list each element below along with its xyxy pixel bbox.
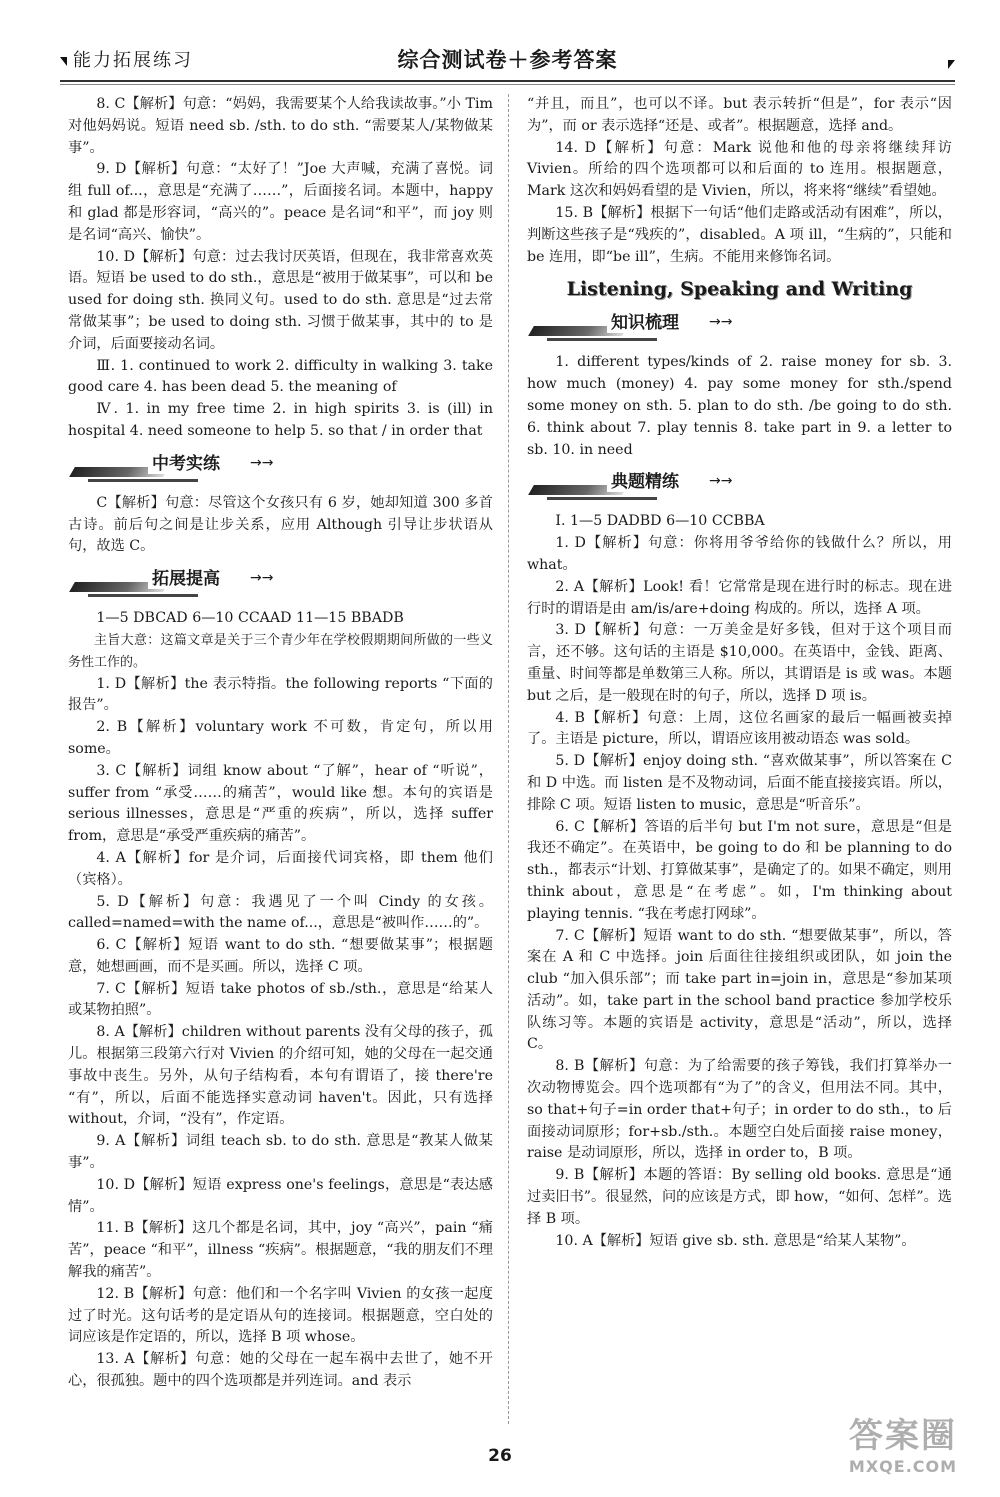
answer-section-3: Ⅲ. 1. continued to work 2. difficulty in walking 3. take good care 4. has been dead 5. the meaning of — [68, 357, 493, 396]
explain-7: 7. C【解析】短语 take photos of sb./sth.，意思是“给某人或某物拍照”。 — [68, 980, 493, 1019]
triangle-icon — [948, 60, 955, 69]
header-rule — [60, 80, 955, 82]
explain-15: 15. B【解析】根据下一句话“他们走路或活动有困难”，所以，判断这些孩子是“残疾的”，disabled。A 项 ill，“生病的”，只能和 be 连用，即“be ill”，生病。不能用来修饰名词。 — [527, 204, 952, 265]
knowledge-list: 1. different types/kinds of 2. raise money for sb. 3. how much (money) 4. pay some money for sth./spend some money on sth. 5. plan to do sth. /be going to do sth. 6. think about 7. play tennis 8. take part in 9. a letter to sb. 10. in need — [527, 354, 952, 458]
section-title: 典题精练 — [607, 467, 683, 492]
section-banner-tuozhan — [68, 562, 493, 602]
answer-9: 9. D【解析】句意：“太好了！”Joe 大声喊，充满了喜悦。词组 full of...，意思是“充满了……”，后面接名词。本题中，happy 和 glad 都是形容词，“高兴的”。peace 是名词“和平”，而 joy 则是名词“高兴、愉快”。 — [68, 161, 493, 243]
explain-13: 13. A【解析】句意：她的父母在一起车祸中去世了，她不开心，很孤独。题中的四个选项都是并列连词。and 表示 — [68, 1351, 493, 1390]
answer-8: 8. C【解析】句意：“妈妈，我需要某个人给我读故事。”小 Tim 对他妈妈说。短语 need sb. /sth. to do sth. “需要某人/某物做某事”。 — [68, 96, 493, 156]
main-idea: 主旨大意：这篇文章是关于三个青少年在学校假期期间所做的一些义务性工作的。 — [68, 632, 493, 670]
explain-1: 1. D【解析】the 表示特指。the following reports “下面的报告”。 — [68, 675, 493, 714]
explain-11: 11. B【解析】这几个都是名词，其中，joy “高兴”，pain “痛苦”，peace “和平”，illness “疾病”。根据题意，“我的朋友们不理解我的痛苦”。 — [68, 1220, 493, 1281]
dianti-6: 6. C【解析】答语的后半句 but I'm not sure，意思是“但是我还不确定”。在英语中，be going to do 和 be planning to do sth.，都表示“计划、打算做某事”，是确定了的。如果不确定，则用 think about，意思是“在考虑”。如，I'm thinking about playing tennis. “我在考虑打网球”。 — [527, 818, 952, 922]
arrows-icon: →→ — [250, 570, 274, 587]
banner-line — [88, 594, 198, 597]
answer-key: 1—5 DBCAD 6—10 CCAAD 11—15 BBADB — [96, 610, 404, 627]
explain-6: 6. C【解析】短语 want to do sth. “想要做某事”；根据题意，她想画画，而不是买画。所以，选择 C 项。 — [68, 937, 493, 975]
watermark-url: MXQE.COM — [848, 1457, 958, 1476]
dianti-3: 3. D【解析】句意：一万美金是好多钱，但对于这个项目而言，还不够。这句话的主语是 $10,000。在英语中，金钱、距离、重量、时间等都是单数第三人称。所以，其谓语是 is 或 was。本题 but 之后，是一般现在时的句子，所以，选择 D 项 is。 — [527, 622, 952, 704]
header-rule-thin — [60, 84, 955, 85]
dianti-2: 2. A【解析】Look! 看！它常常是现在进行时的标志。现在进行时的谓语是由 am/is/are+doing 构成的。所以，选择 A 项。 — [527, 578, 952, 617]
section-banner-zhongkao — [68, 447, 493, 487]
right-column — [527, 94, 952, 1252]
explain-9: 9. A【解析】词组 teach sb. to do sth. 意思是“教某人做某事”。 — [68, 1133, 493, 1172]
explain-8: 8. A【解析】children without parents 没有父母的孩子，孤儿。根据第三段第六行对 Vivien 的介绍可知，她的父母在一起交通事故中丧生。另外，从句子结构看，本句有谓语了，接 there're “有”，所以，后面不能选择实意动词 haven't。因此，只有选择 without，介词，“没有”，作定语。 — [68, 1024, 493, 1128]
zhongkao-answer: C【解析】句意：尽管这个女孩只有 6 岁，她却知道 300 多首古诗。前后句之间是让步关系，应用 Although 引导让步状语从句，故选 C。 — [68, 494, 493, 555]
explain-4: 4. A【解析】for 是介词，后面接代词宾格，即 them 他们（宾格）。 — [68, 849, 493, 888]
explain-10: 10. D【解析】短语 express one's feelings，意思是“表达感情”。 — [68, 1176, 493, 1215]
banner-line — [88, 479, 198, 482]
dianti-8: 8. B【解析】句意：为了给需要的孩子筹钱，我们打算举办一次动物博览会。四个选项都有“为了”的含义，但用法不同。其中，so that+句子=in order that+句子；in order to do sth.，to 后面接动词原形；for+sb./sth.。本题空白处后面接 raise money，raise 是动词原形，所以，选择 in order to，B 项。 — [527, 1058, 952, 1162]
explain-2: 2. B【解析】voluntary work 不可数，肯定句，所以用 some。 — [68, 719, 493, 757]
watermark-logo — [828, 1408, 978, 1488]
section-banner-dianti — [527, 465, 952, 505]
dianti-9: 9. B【解析】本题的答语：By selling old books. 意思是“通过卖旧书”。很显然，问的应该是方式，即 how，“如何、怎样”。选择 B 项。 — [527, 1167, 952, 1227]
dianti-4: 4. B【解析】句意：上周，这位名画家的最后一幅画被卖掉了。主语是 picture，所以，谓语应该用被动语态 was sold。 — [527, 709, 952, 748]
dianti-10: 10. A【解析】短语 give sb. sth. 意思是“给某人某物”。 — [555, 1232, 916, 1249]
dianti-5: 5. D【解析】enjoy doing sth. “喜欢做某事”，所以答案在 C 和 D 中选。而 listen 是不及物动词，后面不能直接接宾语。所以，排除 C 项。短语 listen to music，意思是“听音乐”。 — [527, 753, 952, 813]
explain-3: 3. C【解析】词组 know about “了解”，hear of “听说”，suffer from “承受……的痛苦”，would like 想。本句的宾语是 serious illnesses，意思是“严重的疾病”，所以，选择 suffer from，意思是“承受严重疾病的痛苦”。 — [68, 762, 493, 845]
page-header — [60, 46, 955, 76]
arrows-icon: →→ — [709, 473, 733, 490]
section-title: 拓展提高 — [148, 564, 224, 589]
section-title: 中考实练 — [148, 449, 224, 474]
header-left-text: 能力拓展练习 — [73, 50, 193, 71]
banner-line — [547, 497, 657, 500]
explain-12: 12. B【解析】句意：他们和一个名字叫 Vivien 的女孩一起度过了时光。这句话考的是定语从句的连接词。根据题意，空白处的词应该是作定语的，所以，选择 B 项 whose。 — [68, 1285, 493, 1346]
section-banner-zhishi — [527, 306, 952, 346]
page-number: 26 — [488, 1446, 512, 1466]
arrows-icon: →→ — [709, 314, 733, 331]
dianti-answer-key: Ⅰ. 1—5 DADBD 6—10 CCBBA — [555, 513, 765, 530]
explain-14: 14. D【解析】句意：Mark 说他和他的母亲将继续拜访 Vivien。所给的四个选项都可以和后面的 to 连用。根据题意，Mark 这次和妈妈看望的是 Vivien，所以，将来将“继续”看望她。 — [527, 139, 952, 200]
dianti-1: 1. D【解析】句意：你将用爷爷给你的钱做什么？所以，用 what。 — [527, 535, 952, 573]
dianti-7: 7. C【解析】短语 want to do sth. “想要做某事”，所以，答案在 A 和 C 中选择。join 后面往往接组织或团队，如 join the club “加入俱乐部”；而 take part in=join in，意思是“参加某项活动”。如，take part in the school band practice 参加学校乐队练习等。本题的宾语是 activity，意思是“活动”，所以，选择 C。 — [527, 927, 952, 1053]
explain-13-cont: “并且，而且”，也可以不译。but 表示转折“但是”，for 表示“因为”，而 or 表示选择“还是、或者”。根据题意，选择 and。 — [527, 96, 952, 134]
column-divider — [508, 94, 509, 1424]
header-title: 综合测试卷＋参考答案 — [397, 48, 618, 72]
section-title: 知识梳理 — [607, 308, 683, 333]
lsw-title: Listening, Speaking and Writing — [566, 278, 913, 301]
banner-line — [547, 338, 657, 341]
answer-10: 10. D【解析】句意：过去我讨厌英语，但现在，我非常喜欢英语。短语 be used to do sth.，意思是“被用于做某事”，可以和 be used for doing sth. 换同义句。used to do sth. 意思是“过去常常做某事”；be used to doing sth. 习惯于做某事，其中的 to 是介词，后面要接动名词。 — [68, 248, 493, 352]
left-column — [68, 94, 493, 1393]
watermark-text: 答案圈 — [849, 1416, 957, 1456]
explain-5: 5. D【解析】句意：我遇见了一个叫 Cindy 的女孩。called=named=with the name of...，意思是“被叫作……的”。 — [68, 893, 493, 932]
answer-section-4: Ⅳ. 1. in my free time 2. in high spirits 3. is (ill) in hospital 4. need someone to help 5. so that / in order that — [68, 401, 493, 439]
arrows-icon: →→ — [250, 454, 274, 471]
